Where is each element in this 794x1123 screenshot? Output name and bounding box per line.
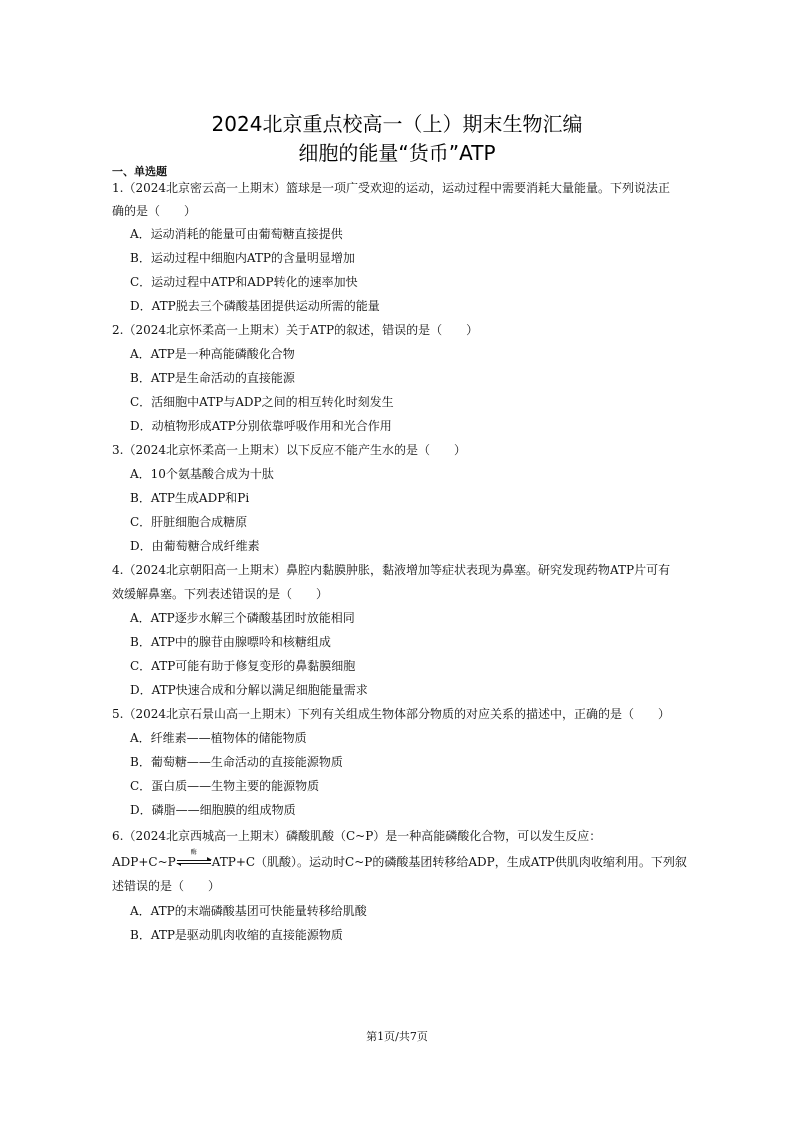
question-6-stem-line1: 6.（2024北京西城高一上期末）磷酸肌酸（C~P）是一种高能磷酸化合物，可以发生反应： (112, 829, 602, 843)
question-3-stem: 3.（2024北京怀柔高一上期末）以下反应不能产生水的是（ ） (112, 443, 466, 457)
question-4-stem-line2: 效缓解鼻塞。下列表述错误的是（ ） (112, 587, 329, 601)
reversible-arrow-icon (177, 849, 211, 868)
question-6-reaction-line (112, 849, 687, 870)
question-1-option-c: C．运动过程中ATP和ADP转化的速率加快 (130, 275, 358, 289)
question-1-option-b: B．运动过程中细胞内ATP的含量明显增加 (130, 251, 355, 265)
question-5-option-a: A．纤维素——植物体的储能物质 (130, 731, 307, 745)
question-5-option-d: D．磷脂——细胞膜的组成物质 (130, 803, 296, 817)
reaction-products: ATP+C（肌酸）。运动时C~P的磷酸基团转移给ADP，生成ATP供肌肉收缩利用。下列叙 (211, 855, 687, 869)
question-3-option-a: A．10个氨基酸合成为十肽 (130, 467, 274, 481)
question-4-stem-line1: 4.（2024北京朝阳高一上期末）鼻腔内黏膜肿胀，黏液增加等症状表现为鼻塞。研究发现药物ATP片可有 (112, 563, 671, 577)
page-number: 第1页/共7页 (366, 1030, 428, 1043)
question-4-option-d: D．ATP快速合成和分解以满足细胞能量需求 (130, 683, 368, 697)
question-3-option-d: D．由葡萄糖合成纤维素 (130, 539, 260, 553)
question-4-option-c: C．ATP可能有助于修复变形的鼻黏膜细胞 (130, 659, 356, 673)
question-6-option-a: A．ATP的末端磷酸基团可快能量转移给肌酸 (130, 904, 367, 918)
question-5-stem: 5.（2024北京石景山高一上期末）下列有关组成生物体部分物质的对应关系的描述中，正确的是（ ） (112, 707, 670, 721)
question-1-option-a: A．运动消耗的能量可由葡萄糖直接提供 (130, 227, 343, 241)
question-2-option-b: B．ATP是生命活动的直接能源 (130, 371, 295, 385)
section-heading: 一、单选题 (112, 165, 167, 178)
document-title: 2024北京重点校高一（上）期末生物汇编 (211, 112, 583, 136)
question-2-option-a: A．ATP是一种高能磷酸化合物 (130, 347, 295, 361)
document-subtitle: 细胞的能量“货币”ATP (298, 141, 496, 165)
question-4-option-a: A．ATP逐步水解三个磷酸基团时放能相同 (130, 611, 355, 625)
question-1-stem-line2: 确的是（ ） (112, 204, 197, 218)
reaction-reactants: ADP+C~P (112, 855, 176, 869)
question-5-option-c: C．蛋白质——生物主要的能源物质 (130, 779, 320, 793)
question-2-option-d: D．动植物形成ATP分别依靠呼吸作用和光合作用 (130, 419, 392, 433)
question-1-option-d: D．ATP脱去三个磷酸基团提供运动所需的能量 (130, 299, 380, 313)
question-6-option-b: B．ATP是驱动肌肉收缩的直接能源物质 (130, 928, 343, 942)
reaction-catalyst: 酶 (190, 849, 197, 856)
question-3-option-b: B．ATP生成ADP和Pi (130, 491, 250, 505)
question-3-option-c: C．肝脏细胞合成糖原 (130, 515, 248, 529)
question-5-option-b: B．葡萄糖——生命活动的直接能源物质 (130, 755, 343, 769)
question-4-option-b: B．ATP中的腺苷由腺嘌呤和核糖组成 (130, 635, 331, 649)
question-6-stem-line3: 述错误的是（ ） (112, 879, 221, 893)
question-2-stem: 2.（2024北京怀柔高一上期末）关于ATP的叙述，错误的是（ ） (112, 323, 479, 337)
question-2-option-c: C．活细胞中ATP与ADP之间的相互转化时刻发生 (130, 395, 394, 409)
question-1-stem-line1: 1.（2024北京密云高一上期末）篮球是一项广受欢迎的运动，运动过程中需要消耗大量能量。下列说法正 (112, 181, 670, 195)
